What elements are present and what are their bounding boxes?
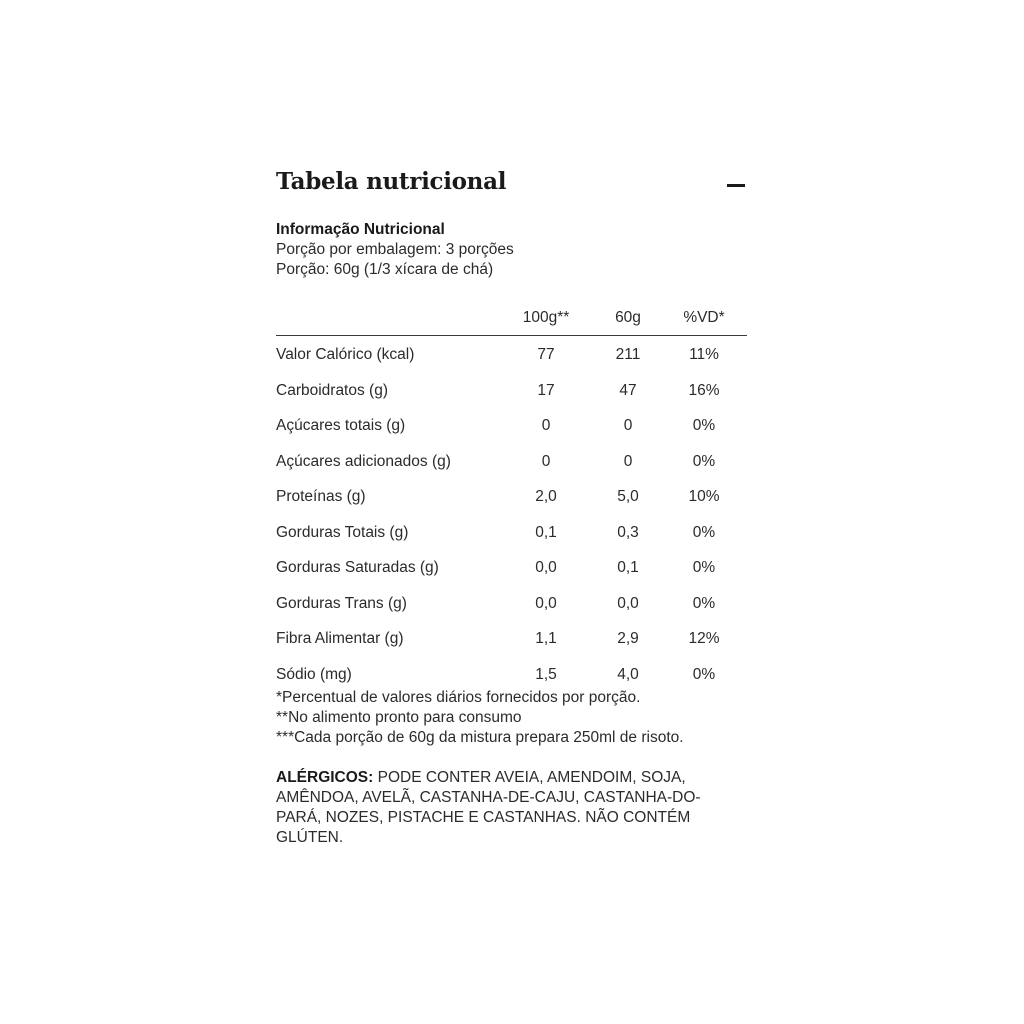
value-100g: 0,0: [535, 559, 557, 576]
value-100g: 77: [537, 346, 555, 363]
allergens-label: ALÉRGICOS:: [276, 769, 374, 786]
value-vd: 0%: [692, 594, 716, 612]
value-vd: 0%: [692, 452, 716, 470]
section-title: Tabela nutricional: [276, 168, 507, 195]
value-100g: 1,1: [535, 630, 557, 647]
nutrient-label: Carboidratos (g): [276, 381, 388, 399]
nutrient-label: Proteínas (g): [276, 488, 366, 505]
nutrient-label: Açúcares adicionados (g): [276, 452, 451, 470]
value-100g: 0: [541, 417, 551, 434]
value-60g: 47: [619, 381, 637, 399]
nutrition-table: [276, 305, 747, 697]
nutrient-label: Gorduras Saturadas (g): [276, 559, 439, 576]
allergens-text-line: PARÁ, NOZES, PISTACHE E CASTANHAS. NÃO CONTÉM: [276, 809, 691, 826]
footnote-portion-yield: ***Cada porção de 60g da mistura prepara 250ml de risoto.: [276, 729, 684, 746]
table-row: [276, 520, 747, 556]
allergens-notice: [276, 768, 747, 848]
nutrient-label: Sódio (mg): [276, 665, 352, 683]
header-100g: 100g**: [522, 309, 570, 326]
table-header: [276, 305, 747, 336]
value-vd: 16%: [688, 381, 720, 399]
value-60g: 4,0: [617, 665, 639, 683]
table-row: [276, 378, 747, 414]
value-vd: 0%: [692, 665, 716, 683]
value-100g: 17: [537, 381, 555, 399]
value-vd: 11%: [689, 346, 719, 363]
table-row: [276, 449, 747, 485]
table-body: [276, 336, 747, 697]
collapse-button[interactable]: [725, 174, 747, 196]
value-vd: 12%: [688, 630, 720, 647]
value-100g: 0: [541, 452, 551, 470]
nutrient-label: Valor Calórico (kcal): [276, 346, 415, 363]
value-60g: 0,3: [617, 523, 639, 541]
nutrition-info: [276, 220, 514, 280]
footnote-ready-to-eat: **No alimento pronto para consumo: [276, 709, 522, 726]
value-vd: 0%: [692, 417, 716, 434]
nutrient-label: Gorduras Trans (g): [276, 594, 407, 612]
value-100g: 0,1: [535, 523, 557, 541]
value-60g: 0: [623, 417, 633, 434]
value-100g: 1,5: [535, 665, 557, 683]
value-vd: 0%: [692, 559, 716, 576]
value-60g: 0: [623, 452, 633, 470]
nutrition-panel: [276, 168, 747, 846]
table-row: [276, 413, 747, 449]
table-row: [276, 342, 747, 378]
serving-size: Porção: 60g (1/3 xícara de chá): [276, 261, 494, 278]
value-100g: 0,0: [535, 594, 557, 612]
value-60g: 0,1: [617, 559, 639, 576]
table-row: [276, 591, 747, 627]
value-60g: 2,9: [617, 630, 639, 647]
info-title: Informação Nutricional: [276, 221, 445, 238]
table-row: [276, 555, 747, 591]
value-100g: 2,0: [535, 488, 557, 505]
value-60g: 0,0: [617, 594, 639, 612]
header-60g: 60g: [615, 309, 641, 326]
footnote-daily-values: *Percentual de valores diários fornecidos por porção.: [276, 689, 641, 706]
nutrient-label: Açúcares totais (g): [276, 417, 406, 434]
minus-icon: [727, 184, 745, 187]
value-60g: 5,0: [617, 488, 639, 505]
servings-per-package: Porção por embalagem: 3 porções: [276, 241, 514, 258]
value-vd: 0%: [692, 523, 716, 541]
header-vd: %VD*: [683, 309, 725, 326]
value-vd: 10%: [688, 488, 720, 505]
allergens-text-line: PODE CONTER AVEIA, AMENDOIM, SOJA,: [373, 769, 686, 786]
section-header[interactable]: [276, 168, 747, 202]
allergens-text-line: AMÊNDOA, AVELÃ, CASTANHA-DE-CAJU, CASTANHA-DO-: [276, 789, 701, 806]
table-row: [276, 626, 747, 662]
nutrient-label: Fibra Alimentar (g): [276, 630, 404, 647]
allergens-text-line: GLÚTEN.: [276, 829, 344, 846]
nutrient-label: Gorduras Totais (g): [276, 523, 409, 541]
table-row: [276, 484, 747, 520]
footnotes: [276, 688, 684, 748]
value-60g: 211: [615, 346, 641, 363]
